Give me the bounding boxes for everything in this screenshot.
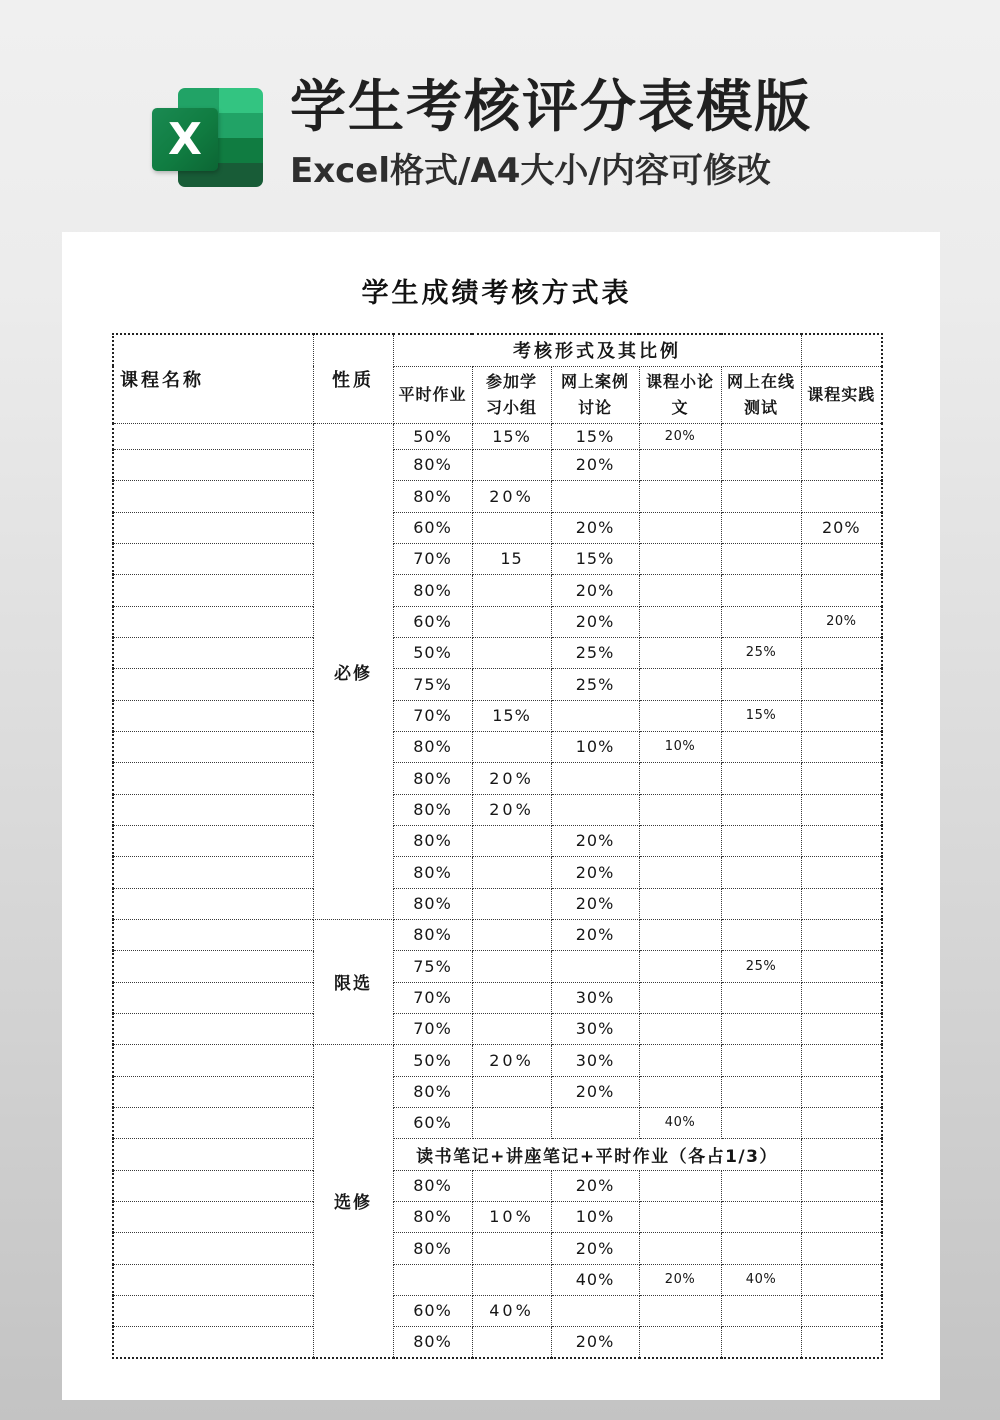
table-row [113,731,882,762]
ratio-cell-study-group [472,919,551,950]
ratio-cell-online-test: 15% [721,700,801,731]
table-body [113,423,882,1358]
ratio-cell-study-group: 20% [472,480,551,512]
ratio-cell-study-group [472,512,551,543]
course-name-cell [113,825,313,856]
course-name-cell [113,668,313,700]
ratio-cell-study-group [472,1232,551,1264]
ratio-cell-study-group [472,1107,551,1138]
ratio-cell-practice [801,1264,882,1295]
course-name-cell [113,888,313,919]
ratio-cell-paper: 20% [639,423,721,449]
method-header-practice: 课程实践 [801,366,882,423]
ratio-cell-online-test [721,1076,801,1107]
ratio-cell-practice [801,668,882,700]
nature-cell: 限选 [313,919,393,1044]
assessment-table [112,333,883,1359]
ratio-cell-online-case: 30% [551,982,639,1013]
ratio-cell-study-group [472,606,551,637]
ratio-cell-paper [639,1044,721,1076]
ratio-cell-practice [801,794,882,825]
ratio-cell-practice [801,950,882,982]
ratio-cell-online-case: 20% [551,1326,639,1358]
ratio-cell-online-case: 25% [551,668,639,700]
ratio-cell-practice [801,762,882,794]
ratio-cell-practice [801,1013,882,1044]
ratio-cell-practice [801,700,882,731]
ratio-cell-online-test: 40% [721,1264,801,1295]
course-name-cell [113,982,313,1013]
table-row [113,1232,882,1264]
ratio-cell-study-group: 20% [472,762,551,794]
table-row [113,543,882,574]
sheet-title: 学生成绩考核方式表 [361,278,632,309]
ratio-cell-online-test [721,731,801,762]
ratio-cell-practice [801,637,882,668]
ratio-cell-online-test [721,512,801,543]
ratio-cell-study-group [472,1170,551,1201]
table-row [113,1076,882,1107]
ratio-cell-study-group: 20% [472,794,551,825]
table-row [113,1326,882,1358]
ratio-cell-practice [801,982,882,1013]
ratio-cell-paper [639,574,721,606]
ratio-cell-online-test [721,825,801,856]
ratio-cell-homework: 80% [393,1076,472,1107]
ratio-cell-practice: 20% [801,512,882,543]
ratio-cell-online-case: 20% [551,888,639,919]
ratio-cell-paper [639,1076,721,1107]
ratio-cell-homework: 80% [393,574,472,606]
ratio-cell-paper [639,512,721,543]
ratio-cell-online-case [551,700,639,731]
course-name-cell [113,1232,313,1264]
ratio-cell-paper [639,1170,721,1201]
ratio-cell-practice [801,888,882,919]
table-row [113,825,882,856]
course-name-cell [113,1295,313,1326]
course-name-cell [113,762,313,794]
ratio-cell-study-group [472,825,551,856]
ratio-cell-online-case: 30% [551,1013,639,1044]
ratio-cell-online-case: 20% [551,856,639,888]
ratio-cell-paper: 20% [639,1264,721,1295]
ratio-cell-homework: 75% [393,668,472,700]
ratio-cell-online-case: 20% [551,449,639,480]
ratio-cell-homework: 80% [393,762,472,794]
course-name-cell [113,606,313,637]
ratio-cell-homework: 80% [393,825,472,856]
ratio-cell-paper: 10% [639,731,721,762]
ratio-cell-homework: 80% [393,1170,472,1201]
template-subtitle: Excel格式/A4大小/内容可修改 [290,151,771,191]
ratio-cell-practice [801,480,882,512]
ratio-cell-online-test: 25% [721,950,801,982]
course-name-cell [113,637,313,668]
excel-icon [152,88,263,187]
ratio-cell-paper [639,1326,721,1358]
table-row [113,423,882,449]
ratio-cell-online-case: 10% [551,731,639,762]
method-header-homework: 平时作业 [393,366,472,423]
ratio-cell-online-test [721,1170,801,1201]
ratio-cell-homework: 80% [393,449,472,480]
table-row [113,574,882,606]
ratio-cell-online-case: 20% [551,574,639,606]
course-name-cell [113,919,313,950]
ratio-cell-online-test [721,1107,801,1138]
course-name-cell [113,423,313,449]
ratio-cell-online-case: 20% [551,512,639,543]
ratio-cell-online-case: 20% [551,825,639,856]
ratio-cell-paper [639,794,721,825]
ratio-cell-online-case: 10% [551,1201,639,1232]
table-row [113,919,882,950]
ratio-cell-practice [801,1138,882,1170]
ratio-cell-homework: 80% [393,1232,472,1264]
ratio-cell-study-group [472,1326,551,1358]
ratio-cell-homework: 60% [393,1295,472,1326]
ratio-cell-practice [801,1076,882,1107]
table-row [113,1201,882,1232]
ratio-cell-paper [639,668,721,700]
ratio-cell-practice [801,1170,882,1201]
ratio-cell-homework: 70% [393,1013,472,1044]
ratio-cell-study-group [472,856,551,888]
ratio-cell-online-case [551,1107,639,1138]
ratio-cell-paper [639,982,721,1013]
ratio-cell-online-test [721,1326,801,1358]
ratio-cell-online-case: 30% [551,1044,639,1076]
ratio-cell-practice [801,543,882,574]
combined-assessment-note: 读书笔记+讲座笔记+平时作业（各占1/3） [393,1138,801,1170]
ratio-cell-online-case: 15% [551,423,639,449]
ratio-cell-online-test [721,668,801,700]
ratio-cell-study-group [472,888,551,919]
course-name-cell [113,700,313,731]
ratio-cell-online-test [721,856,801,888]
ratio-cell-homework: 80% [393,1326,472,1358]
ratio-cell-online-test [721,982,801,1013]
table-row [113,1170,882,1201]
ratio-cell-paper [639,1295,721,1326]
ratio-cell-online-test [721,543,801,574]
ratio-cell-online-case: 20% [551,1076,639,1107]
ratio-cell-practice [801,1232,882,1264]
ratio-cell-study-group: 15 [472,543,551,574]
ratio-cell-online-test [721,1201,801,1232]
table-row [113,449,882,480]
ratio-cell-online-test [721,1013,801,1044]
ratio-cell-study-group [472,574,551,606]
ratio-cell-practice [801,1107,882,1138]
table-row [113,794,882,825]
ratio-cell-practice: 20% [801,606,882,637]
table-row [113,1013,882,1044]
ratio-cell-paper [639,762,721,794]
ratio-cell-homework: 80% [393,1201,472,1232]
empty-header-cell [801,334,882,366]
ratio-cell-paper: 40% [639,1107,721,1138]
course-name-cell [113,1264,313,1295]
table-row [113,1295,882,1326]
ratio-cell-online-case: 25% [551,637,639,668]
course-name-cell [113,950,313,982]
template-title: 学生考核评分表模版 [290,75,812,140]
ratio-cell-paper [639,637,721,668]
course-name-cell [113,449,313,480]
ratio-cell-study-group: 10% [472,1201,551,1232]
ratio-cell-online-test [721,1044,801,1076]
method-header-paper: 课程小论 文 [639,366,721,423]
course-name-cell [113,856,313,888]
ratio-cell-online-test: 25% [721,637,801,668]
ratio-cell-homework: 80% [393,794,472,825]
ratio-cell-practice [801,449,882,480]
table-row [113,982,882,1013]
table-row [113,1138,882,1170]
ratio-cell-study-group [472,950,551,982]
table-row [113,668,882,700]
ratio-cell-homework: 50% [393,423,472,449]
course-name-cell [113,480,313,512]
ratio-cell-homework: 80% [393,731,472,762]
ratio-cell-homework: 60% [393,606,472,637]
table-row [113,1044,882,1076]
table-row [113,637,882,668]
course-name-header: 课程名称 [113,334,313,423]
table-row [113,1264,882,1295]
table-header [113,334,882,423]
ratio-cell-study-group: 15% [472,700,551,731]
ratio-cell-paper [639,1232,721,1264]
ratio-cell-homework: 80% [393,919,472,950]
header-row [113,334,882,366]
ratio-cell-paper [639,606,721,637]
ratio-cell-study-group [472,1013,551,1044]
nature-cell: 选修 [313,1044,393,1358]
ratio-cell-practice [801,856,882,888]
ratio-cell-homework: 70% [393,982,472,1013]
ratio-cell-homework: 70% [393,700,472,731]
ratio-cell-study-group: 20% [472,1044,551,1076]
ratio-cell-homework: 60% [393,1107,472,1138]
ratio-cell-study-group [472,449,551,480]
ratio-cell-study-group [472,1076,551,1107]
table-row [113,856,882,888]
course-name-cell [113,1201,313,1232]
course-name-cell [113,1076,313,1107]
ratio-cell-online-test [721,919,801,950]
table-row [113,480,882,512]
ratio-cell-paper [639,543,721,574]
ratio-cell-homework: 50% [393,637,472,668]
ratio-cell-study-group [472,637,551,668]
ratio-cell-practice [801,731,882,762]
ratio-cell-paper [639,950,721,982]
table-row [113,1107,882,1138]
ratio-cell-practice [801,423,882,449]
ratio-cell-study-group [472,731,551,762]
ratio-cell-study-group [472,1264,551,1295]
excel-logo-badge: X [152,108,218,171]
ratio-cell-paper [639,919,721,950]
ratio-cell-online-case: 15% [551,543,639,574]
ratio-cell-online-case [551,480,639,512]
course-name-cell [113,1326,313,1358]
nature-cell: 必修 [313,423,393,919]
course-name-cell [113,731,313,762]
method-header-online-test: 网上在线 测试 [721,366,801,423]
ratio-cell-homework: 75% [393,950,472,982]
ratio-cell-online-test [721,423,801,449]
ratio-cell-online-test [721,1295,801,1326]
ratio-cell-online-test [721,888,801,919]
ratio-cell-paper [639,1013,721,1044]
ratio-cell-homework: 80% [393,888,472,919]
course-name-cell [113,543,313,574]
method-header-study-group: 参加学 习小组 [472,366,551,423]
ratio-cell-online-test [721,794,801,825]
table-row [113,762,882,794]
ratio-cell-practice [801,1295,882,1326]
ratio-cell-practice [801,919,882,950]
ratio-cell-homework: 60% [393,512,472,543]
course-name-cell [113,1107,313,1138]
ratio-cell-homework: 70% [393,543,472,574]
ratio-cell-study-group: 40% [472,1295,551,1326]
ratio-cell-paper [639,825,721,856]
table-row [113,512,882,543]
ratio-cell-paper [639,700,721,731]
ratio-cell-homework: 80% [393,480,472,512]
ratio-cell-online-test [721,574,801,606]
ratio-cell-online-case [551,794,639,825]
ratio-cell-homework: 50% [393,1044,472,1076]
ratio-cell-online-test [721,449,801,480]
table-row [113,606,882,637]
ratio-cell-online-case: 20% [551,919,639,950]
ratio-cell-practice [801,1326,882,1358]
ratio-cell-online-case: 20% [551,1170,639,1201]
ratio-cell-practice [801,1044,882,1076]
ratio-cell-study-group [472,668,551,700]
course-name-cell [113,794,313,825]
ratio-cell-paper [639,856,721,888]
table-row [113,700,882,731]
ratio-cell-online-test [721,762,801,794]
ratio-cell-practice [801,574,882,606]
assessment-methods-header: 考核形式及其比例 [393,334,801,366]
ratio-cell-online-case: 20% [551,606,639,637]
table-row [113,888,882,919]
course-name-cell [113,512,313,543]
ratio-cell-study-group [472,982,551,1013]
ratio-cell-homework: 80% [393,856,472,888]
course-name-cell [113,1013,313,1044]
ratio-cell-online-case [551,950,639,982]
course-name-cell [113,1138,313,1170]
ratio-cell-online-test [721,480,801,512]
ratio-cell-homework [393,1264,472,1295]
ratio-cell-practice [801,1201,882,1232]
ratio-cell-paper [639,480,721,512]
ratio-cell-online-test [721,1232,801,1264]
ratio-cell-practice [801,825,882,856]
ratio-cell-online-case: 20% [551,1232,639,1264]
course-name-cell [113,574,313,606]
ratio-cell-online-case [551,762,639,794]
ratio-cell-online-test [721,606,801,637]
ratio-cell-paper [639,888,721,919]
course-name-cell [113,1170,313,1201]
nature-header: 性质 [313,334,393,423]
ratio-cell-paper [639,1201,721,1232]
ratio-cell-online-case [551,1295,639,1326]
ratio-cell-paper [639,449,721,480]
table-row [113,950,882,982]
method-header-online-case: 网上案例 讨论 [551,366,639,423]
ratio-cell-online-case: 40% [551,1264,639,1295]
ratio-cell-study-group: 15% [472,423,551,449]
course-name-cell [113,1044,313,1076]
